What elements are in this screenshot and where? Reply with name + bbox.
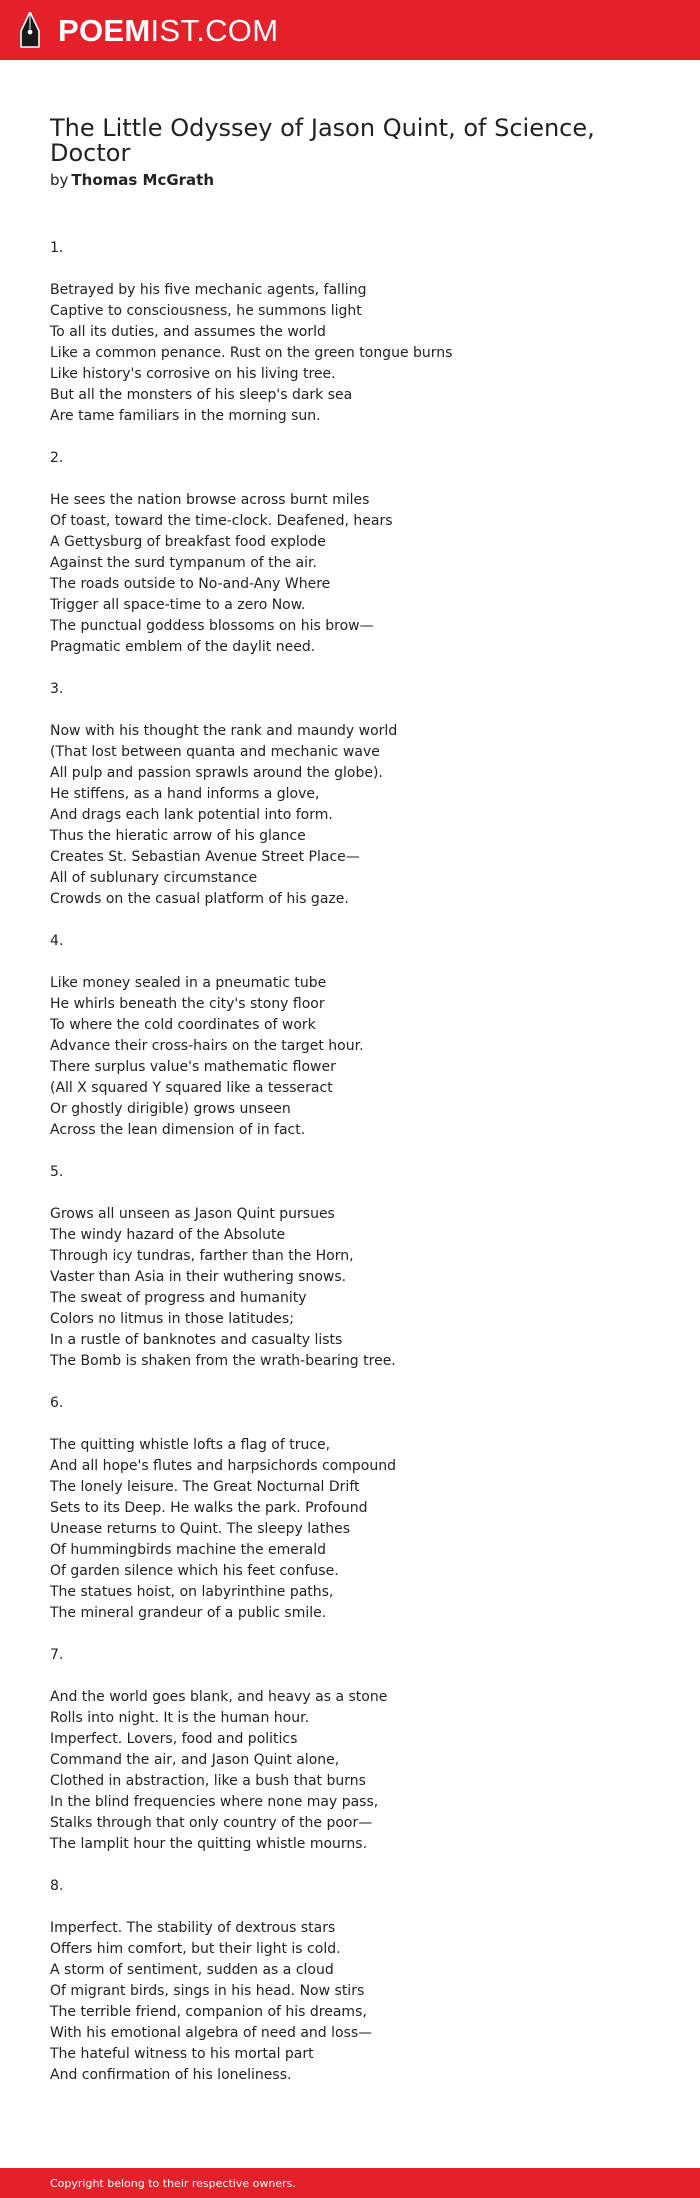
poem-line: Are tame familiars in the morning sun. <box>50 408 321 424</box>
stanza-break <box>50 910 650 931</box>
poem-line: Or ghostly dirigible) grows unseen <box>50 1101 291 1117</box>
poem-line: Across the lean dimension of in fact. <box>50 1122 306 1138</box>
poem-line: The windy hazard of the Absolute <box>50 1227 286 1243</box>
by-label: by <box>50 171 69 189</box>
section-number: 4. <box>50 933 64 949</box>
logo-text-light: IST.COM <box>150 13 279 48</box>
poem-line: Imperfect. Lovers, food and politics <box>50 1731 298 1747</box>
poem-line: With his emotional algebra of need and loss— <box>50 2025 373 2041</box>
poem-line: To all its duties, and assumes the world <box>50 324 326 340</box>
poem-line: And the world goes blank, and heavy as a stone <box>50 1689 388 1705</box>
stanza-break <box>50 700 650 721</box>
stanza-break <box>50 1183 650 1204</box>
poem-line: (All X squared Y squared like a tesseract <box>50 1080 333 1096</box>
poem-line: He sees the nation browse across burnt miles <box>50 492 370 508</box>
poem-line: And all hope's flutes and harpsichords compound <box>50 1458 396 1474</box>
site-logo[interactable] <box>18 12 278 50</box>
pen-nib-icon <box>18 12 42 50</box>
poem-line: (That lost between quanta and mechanic wave <box>50 744 380 760</box>
stanza-break <box>50 1372 650 1393</box>
poem-line: He stiffens, as a hand informs a glove, <box>50 786 320 802</box>
section-number: 1. <box>50 240 64 256</box>
section-number: 6. <box>50 1395 64 1411</box>
author-name[interactable]: Thomas McGrath <box>71 171 215 189</box>
poem-line: Of toast, toward the time-clock. Deafened, hears <box>50 513 393 529</box>
section-number: 8. <box>50 1878 64 1894</box>
poem-line: Betrayed by his five mechanic agents, falling <box>50 282 367 298</box>
poem-body <box>50 238 650 2086</box>
poem-line: The quitting whistle lofts a flag of truce, <box>50 1437 331 1453</box>
poem-line: Colors no litmus in those latitudes; <box>50 1311 294 1327</box>
stanza-break <box>50 952 650 973</box>
logo-text-bold: POEM <box>58 13 151 48</box>
poem-line: Thus the hieratic arrow of his glance <box>50 828 306 844</box>
stanza-break <box>50 427 650 448</box>
stanza-break <box>50 658 650 679</box>
site-logo-text <box>58 12 278 50</box>
poem-line: Through icy tundras, farther than the Horn, <box>50 1248 354 1264</box>
poem-line: And drags each lank potential into form. <box>50 807 333 823</box>
poem-line: In a rustle of banknotes and casualty lists <box>50 1332 343 1348</box>
poem-line: Like history's corrosive on his living tree. <box>50 366 336 382</box>
poem-line: Imperfect. The stability of dextrous stars <box>50 1920 336 1936</box>
stanza-break <box>50 259 650 280</box>
section-number: 2. <box>50 450 64 466</box>
poem-line: Like money sealed in a pneumatic tube <box>50 975 327 991</box>
poem-line: Creates St. Sebastian Avenue Street Place— <box>50 849 360 865</box>
poem-line: Of garden silence which his feet confuse. <box>50 1563 339 1579</box>
section-number: 7. <box>50 1647 64 1663</box>
poem-line: There surplus value's mathematic flower <box>50 1059 336 1075</box>
poem-article <box>50 116 650 2086</box>
site-footer <box>0 2168 700 2198</box>
poem-line: All pulp and passion sprawls around the globe). <box>50 765 383 781</box>
poem-line: Vaster than Asia in their wuthering snows. <box>50 1269 347 1285</box>
stanza-break <box>50 1141 650 1162</box>
poem-title: The Little Odyssey of Jason Quint, of Science, Doctor <box>50 114 595 167</box>
poem-line: Now with his thought the rank and maundy world <box>50 723 398 739</box>
poem-line: In the blind frequencies where none may pass, <box>50 1794 379 1810</box>
poem-line: The Bomb is shaken from the wrath-bearing tree. <box>50 1353 396 1369</box>
section-number: 3. <box>50 681 64 697</box>
poem-line: All of sublunary circumstance <box>50 870 258 886</box>
stanza-break <box>50 469 650 490</box>
poem-line: The mineral grandeur of a public smile. <box>50 1605 327 1621</box>
site-header <box>0 0 700 60</box>
poem-line: Clothed in abstraction, like a bush that burns <box>50 1773 366 1789</box>
stanza-break <box>50 1855 650 1876</box>
poem-line: Rolls into night. It is the human hour. <box>50 1710 310 1726</box>
poem-line: Against the surd tympanum of the air. <box>50 555 317 571</box>
poem-line: Captive to consciousness, he summons light <box>50 303 362 319</box>
poem-line: Crowds on the casual platform of his gaze. <box>50 891 349 907</box>
poem-line: But all the monsters of his sleep's dark sea <box>50 387 353 403</box>
poem-line: The terrible friend, companion of his dreams, <box>50 2004 367 2020</box>
poem-line: The sweat of progress and humanity <box>50 1290 307 1306</box>
section-number: 5. <box>50 1164 64 1180</box>
poem-line: The lamplit hour the quitting whistle mourns. <box>50 1836 368 1852</box>
poem-line: And confirmation of his loneliness. <box>50 2067 292 2083</box>
poem-line: A Gettysburg of breakfast food explode <box>50 534 326 550</box>
poem-line: Sets to its Deep. He walks the park. Profound <box>50 1500 368 1516</box>
poem-line: Trigger all space-time to a zero Now. <box>50 597 306 613</box>
poem-line: Pragmatic emblem of the daylit need. <box>50 639 316 655</box>
poem-line: The statues hoist, on labyrinthine paths, <box>50 1584 334 1600</box>
poem-line: Stalks through that only country of the poor— <box>50 1815 373 1831</box>
poem-line: A storm of sentiment, sudden as a cloud <box>50 1962 334 1978</box>
copyright-text: Copyright belong to their respective owners. <box>50 2177 296 2190</box>
stanza-break <box>50 1666 650 1687</box>
poem-line: Grows all unseen as Jason Quint pursues <box>50 1206 335 1222</box>
stanza-break <box>50 1624 650 1645</box>
poem-line: Like a common penance. Rust on the green tongue burns <box>50 345 453 361</box>
stanza-break <box>50 1414 650 1435</box>
poem-line: To where the cold coordinates of work <box>50 1017 316 1033</box>
stanza-break <box>50 1897 650 1918</box>
poem-line: Advance their cross-hairs on the target hour. <box>50 1038 364 1054</box>
poem-line: He whirls beneath the city's stony floor <box>50 996 325 1012</box>
poem-line: The hateful witness to his mortal part <box>50 2046 314 2062</box>
poem-line: Command the air, and Jason Quint alone, <box>50 1752 340 1768</box>
poem-line: The lonely leisure. The Great Nocturnal Drift <box>50 1479 360 1495</box>
poem-line: The punctual goddess blossoms on his brow— <box>50 618 374 634</box>
poem-line: Of hummingbirds machine the emerald <box>50 1542 327 1558</box>
byline <box>50 170 650 190</box>
poem-line: Offers him comfort, but their light is cold. <box>50 1941 341 1957</box>
poem-line: Unease returns to Quint. The sleepy lathes <box>50 1521 351 1537</box>
poem-line: Of migrant birds, sings in his head. Now stirs <box>50 1983 365 1999</box>
poem-line: The roads outside to No-and-Any Where <box>50 576 331 592</box>
